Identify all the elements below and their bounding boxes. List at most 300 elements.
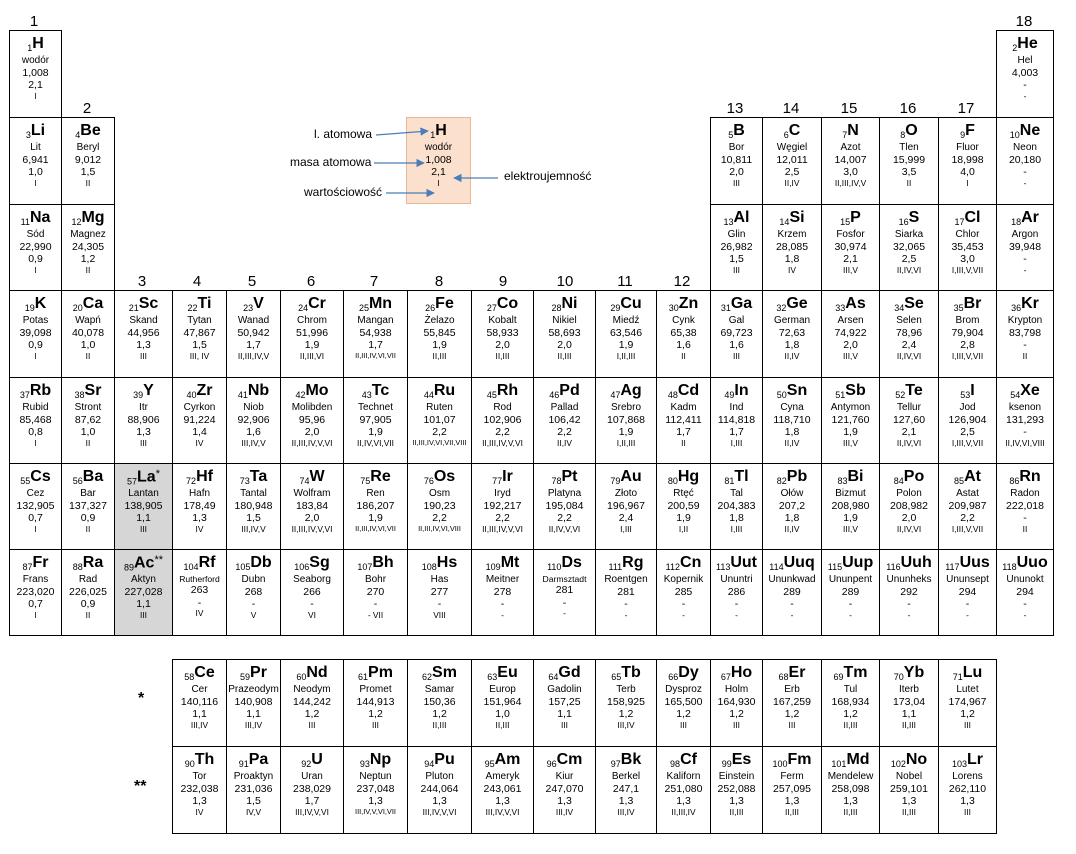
element-valence: II <box>681 350 686 361</box>
element-symbol-line <box>227 664 280 683</box>
element-name: Nikiel <box>552 315 577 326</box>
element-symbol-line <box>822 468 879 487</box>
element-number: 44 <box>423 390 434 400</box>
element-symbol-line <box>939 122 996 141</box>
element-electronegativity: 1,5 <box>246 795 261 808</box>
element-symbol: Np <box>369 751 392 768</box>
element-mass: 196,967 <box>607 499 645 512</box>
element-electronegativity: 1,3 <box>676 795 691 808</box>
element-cell-f <box>938 117 997 205</box>
element-valence: II,IV,VI,VIII <box>1005 437 1045 448</box>
element-symbol: At <box>964 468 981 485</box>
element-symbol: Pt <box>561 468 578 485</box>
element-symbol: Sm <box>432 664 457 681</box>
element-symbol-line <box>763 664 821 683</box>
element-symbol-line <box>227 382 280 401</box>
element-cell-na <box>9 204 62 291</box>
element-symbol: Al <box>733 209 750 226</box>
element-mass: 32,065 <box>892 240 926 253</box>
element-cell-o <box>879 117 939 205</box>
element-valence: II,III <box>785 806 799 817</box>
element-symbol-line <box>997 209 1053 228</box>
element-number: 1 <box>27 43 33 53</box>
element-mass: 118,710 <box>773 413 811 426</box>
element-number: 84 <box>893 476 904 486</box>
element-number: 14 <box>779 217 790 227</box>
element-electronegativity: - <box>1023 426 1027 439</box>
element-number: 47 <box>610 390 621 400</box>
element-symbol: Cf <box>680 751 697 768</box>
element-symbol: Cu <box>620 295 642 312</box>
element-number: 42 <box>295 390 306 400</box>
element-name: Kopernik <box>663 574 704 585</box>
element-number: 62 <box>422 672 433 682</box>
element-mass: 18,998 <box>951 153 984 166</box>
element-cell-ra <box>61 549 115 636</box>
element-electronegativity: 0,9 <box>28 253 43 266</box>
element-electronegativity: 2,0 <box>557 339 572 352</box>
group-label-17: 17 <box>957 100 975 117</box>
element-symbol-line <box>939 751 996 770</box>
element-number: 94 <box>424 759 435 769</box>
element-electronegativity: 1,2 <box>729 708 744 721</box>
element-symbol: Rg <box>622 554 644 571</box>
element-cell-h <box>9 30 62 118</box>
element-valence: II,III,IV,VI,VII,VIII <box>412 437 467 447</box>
element-valence: III,IV <box>617 806 635 817</box>
group-label-15: 15 <box>840 100 858 117</box>
group-label-5: 5 <box>247 273 257 290</box>
element-symbol-line <box>173 468 226 487</box>
element-mass: 167,259 <box>773 695 811 708</box>
element-electronegativity: - <box>1023 166 1027 179</box>
element-symbol: Uuo <box>1016 554 1048 571</box>
element-symbol: Ds <box>561 554 582 571</box>
element-number: 97 <box>610 759 621 769</box>
element-mass: 237,048 <box>356 782 395 795</box>
element-electronegativity: 1,9 <box>368 512 383 525</box>
element-symbol: La <box>137 468 156 486</box>
element-mass: 294 <box>1016 585 1034 598</box>
element-symbol-line <box>344 554 407 573</box>
element-cell-rn <box>996 463 1054 550</box>
element-symbol-line <box>408 295 471 314</box>
element-number: 81 <box>724 476 735 486</box>
element-cell-au <box>595 463 657 550</box>
element-symbol-line <box>711 468 762 487</box>
element-valence: II,IV,VI <box>896 350 922 361</box>
element-number: 93 <box>359 759 370 769</box>
element-symbol: Cr <box>308 295 326 312</box>
element-symbol-line <box>472 751 533 770</box>
element-symbol: Cm <box>556 751 583 768</box>
element-cell-mg <box>61 204 115 291</box>
element-cell-am <box>471 746 534 834</box>
element-valence: III <box>140 523 147 534</box>
element-electronegativity: - <box>624 598 628 611</box>
element-symbol-line <box>711 295 762 314</box>
group-label-1: 1 <box>29 13 39 30</box>
element-symbol: Ga <box>730 295 753 312</box>
element-mass: 150,36 <box>423 695 456 708</box>
legend-label-electronegativity: elektroujemność <box>504 169 592 183</box>
element-mass: 92,906 <box>237 413 270 426</box>
element-electronegativity: 2,5 <box>960 426 975 439</box>
element-electronegativity: 2,4 <box>901 339 917 352</box>
element-number: 58 <box>184 672 195 682</box>
element-cell-u <box>280 746 344 834</box>
element-number: 48 <box>667 390 678 400</box>
element-symbol: Li <box>30 122 46 139</box>
element-symbol-line <box>711 664 762 683</box>
element-symbol: Rf <box>198 554 216 571</box>
element-number: 103 <box>951 759 968 769</box>
element-symbol: Uus <box>959 554 990 571</box>
element-valence: II,III,IV,V,VI <box>482 437 523 448</box>
element-number: 92 <box>301 759 312 769</box>
element-symbol: Am <box>494 751 521 768</box>
element-number: 8 <box>900 130 906 140</box>
element-mass: 268 <box>244 585 263 598</box>
element-electronegativity: - <box>251 598 256 611</box>
element-cell-ru <box>407 377 472 464</box>
element-name: Stront <box>74 402 102 413</box>
element-mass: 95,96 <box>298 413 326 426</box>
element-number: 24 <box>298 303 309 313</box>
element-symbol-line <box>711 209 762 228</box>
element-name: Uran <box>301 771 323 782</box>
element-symbol-line <box>763 554 821 573</box>
element-symbol-line <box>10 209 61 228</box>
element-symbol: Bk <box>620 751 642 768</box>
element-mass: 200,59 <box>667 499 700 512</box>
element-number: 99 <box>721 759 732 769</box>
element-mass: 227,028 <box>124 585 163 598</box>
element-symbol: H <box>32 35 44 52</box>
element-symbol-line <box>711 751 762 770</box>
element-symbol: Md <box>846 751 870 768</box>
element-valence: II <box>1022 350 1028 361</box>
element-number: 36 <box>1011 303 1022 313</box>
element-number: 20 <box>72 303 83 313</box>
element-mass: 281 <box>555 584 574 597</box>
element-symbol: Yb <box>903 664 925 681</box>
element-cell-xe <box>996 377 1054 464</box>
element-symbol-line <box>939 209 996 228</box>
element-name: Aktyn <box>130 574 156 585</box>
element-mass: 106,42 <box>548 413 581 426</box>
element-name: Berkel <box>611 771 641 782</box>
element-electronegativity: 1,2 <box>676 708 691 721</box>
element-electronegativity: 1,1 <box>246 708 261 721</box>
element-number: 59 <box>240 672 251 682</box>
element-symbol: Co <box>496 295 519 312</box>
element-cell-bh <box>343 549 408 636</box>
element-name: Rubid <box>22 402 49 413</box>
element-valence: VI <box>308 609 316 620</box>
element-symbol: Mg <box>81 209 105 226</box>
element-valence: I,III <box>620 523 632 534</box>
element-symbol-line <box>596 751 656 770</box>
element-name: Antymon <box>830 402 871 413</box>
element-symbol: No <box>905 751 928 768</box>
element-symbol-line <box>227 554 280 573</box>
element-valence: II <box>85 609 91 620</box>
element-mass: 140,908 <box>234 695 273 708</box>
element-valence: II,III <box>432 719 447 730</box>
element-symbol: Si <box>789 209 805 226</box>
element-electronegativity: 0,7 <box>28 512 43 525</box>
element-symbol-line <box>534 751 595 770</box>
element-number: 16 <box>898 217 909 227</box>
element-electronegativity: 1,3 <box>368 795 383 808</box>
element-name: Miedź <box>612 315 640 326</box>
element-name: Hel <box>1017 55 1033 66</box>
element-number: 100 <box>772 759 788 769</box>
element-electronegativity: 1,7 <box>246 339 261 352</box>
element-electronegativity: - <box>1023 598 1027 611</box>
element-mass: 30,974 <box>834 240 867 253</box>
element-electronegativity: - <box>1023 79 1027 92</box>
element-cell-at <box>938 463 997 550</box>
element-name: Astat <box>956 488 979 499</box>
element-symbol-line <box>281 295 343 314</box>
element-name: Darmsztadt <box>542 574 587 584</box>
element-symbol-line <box>997 122 1053 141</box>
element-valence: III <box>680 719 687 730</box>
element-name: Ameryk <box>485 771 520 782</box>
element-valence: II,III,IV,V,VI <box>482 523 523 534</box>
element-number: 55 <box>20 476 31 486</box>
element-symbol: Nd <box>306 664 328 681</box>
element-cell-sr <box>61 377 115 464</box>
element-valence: II <box>85 177 91 188</box>
element-electronegativity: - <box>848 598 853 611</box>
element-cell-ba <box>61 463 115 550</box>
element-valence: II,III,IV,V,VI <box>291 523 333 534</box>
element-valence: III,IV,V,VI <box>485 806 520 817</box>
element-number: 73 <box>239 476 250 486</box>
element-name: Ununheks <box>886 574 932 585</box>
element-electronegativity: - <box>1023 253 1027 266</box>
element-number: 76 <box>423 476 434 486</box>
element-name: Ferm <box>780 771 804 782</box>
element-cell-c <box>762 117 822 205</box>
element-mass: 9,012 <box>74 153 102 166</box>
element-electronegativity: 2,1 <box>843 253 858 266</box>
element-name: Kiur <box>555 771 574 782</box>
element-number: 78 <box>551 476 562 486</box>
element-electronegativity: 1,8 <box>784 339 800 352</box>
element-number: 109 <box>485 562 501 572</box>
element-electronegativity: - <box>437 598 442 611</box>
element-symbol-line <box>880 554 938 573</box>
element-mass: 195,084 <box>545 499 584 512</box>
legend-sample-valence: I <box>437 177 440 188</box>
element-cell-fm <box>762 746 822 834</box>
element-cell-ni <box>533 290 596 378</box>
element-mass: 65,38 <box>670 326 697 339</box>
element-number: 112 <box>665 562 681 572</box>
element-mass: 97,905 <box>359 413 392 426</box>
element-number: 5 <box>728 130 734 140</box>
element-cell-ac <box>114 549 173 636</box>
element-mass: 114,818 <box>717 413 756 426</box>
element-number: 72 <box>186 476 197 486</box>
element-valence: II <box>85 350 91 361</box>
element-cell-md <box>821 746 880 834</box>
element-symbol: Tm <box>843 664 868 681</box>
element-symbol: Sn <box>786 382 808 399</box>
element-mass: 137,327 <box>69 499 107 512</box>
element-mass: 247,070 <box>545 782 584 795</box>
element-number: 115 <box>827 562 843 572</box>
element-name: Azot <box>840 142 861 153</box>
element-number: 53 <box>960 390 971 400</box>
group-label-3: 3 <box>137 273 147 290</box>
element-symbol: U <box>311 751 323 768</box>
element-number: 15 <box>840 217 851 227</box>
element-valence: III,IV,V,VI <box>422 806 457 817</box>
element-electronegativity: 0,8 <box>28 426 43 439</box>
element-valence: I,III,V,VII <box>951 523 984 534</box>
element-cell-cn <box>656 549 711 636</box>
element-name: Mendelew <box>827 771 874 782</box>
element-number: 105 <box>235 562 251 572</box>
element-number: 113 <box>715 562 731 572</box>
element-name: Hafn <box>188 488 211 499</box>
element-electronegativity: 1,9 <box>843 426 858 439</box>
element-valence: I,III,V,VII <box>951 437 984 448</box>
element-symbol: Hf <box>196 468 213 485</box>
element-mass: 112,411 <box>665 413 702 426</box>
element-name: Niob <box>243 402 264 413</box>
group-label-4: 4 <box>192 273 202 290</box>
element-mass: 244,064 <box>420 782 459 795</box>
element-symbol: Ar <box>1021 209 1039 226</box>
element-symbol-line <box>657 382 710 401</box>
element-electronegativity: 2,0 <box>901 512 917 525</box>
element-symbol: Zr <box>196 382 213 399</box>
element-name: Tor <box>192 771 207 782</box>
element-cell-sn <box>762 377 822 464</box>
element-mass: 278 <box>493 585 512 598</box>
element-valence: IV <box>195 437 204 448</box>
element-symbol-line <box>62 295 114 314</box>
element-number: 37 <box>19 390 30 400</box>
element-symbol: Lu <box>962 664 983 681</box>
element-cell-uus <box>938 549 997 636</box>
element-valence: - <box>1023 90 1027 101</box>
element-symbol-line <box>763 122 821 141</box>
element-cell-ti <box>172 290 227 378</box>
element-symbol: Xe <box>1020 382 1040 399</box>
element-valence: I,III <box>730 437 743 448</box>
element-valence: III,V <box>843 437 858 448</box>
element-symbol-line <box>534 554 595 573</box>
element-electronegativity: 1,2 <box>368 708 383 721</box>
element-electronegativity: 1,3 <box>784 795 800 808</box>
element-electronegativity: 2,1 <box>901 426 917 439</box>
element-symbol: Bi <box>847 468 864 485</box>
element-mass: 257,095 <box>773 782 811 795</box>
element-valence: II,III <box>902 719 916 730</box>
element-symbol-line <box>10 122 61 141</box>
element-name: Rtęć <box>673 488 694 499</box>
element-symbol: Ru <box>433 382 456 399</box>
element-name: Argon <box>1011 229 1039 240</box>
element-name: Rod <box>493 402 512 413</box>
element-electronegativity: - <box>965 598 970 611</box>
element-symbol-line <box>115 554 172 573</box>
element-name: Lutet <box>956 684 979 695</box>
element-symbol: Ni <box>561 295 578 312</box>
element-cell-cm <box>533 746 596 834</box>
element-valence: II,III <box>729 806 744 817</box>
element-valence: - <box>501 609 504 620</box>
element-cell-y <box>114 377 173 464</box>
group-label-7: 7 <box>369 273 379 290</box>
element-mass: 6,941 <box>22 153 49 166</box>
element-name: Ruten <box>426 402 453 413</box>
element-symbol-line <box>997 468 1053 487</box>
element-number: 83 <box>837 476 848 486</box>
element-valence: III,IV,V,VI,VII <box>355 806 396 816</box>
element-symbol: Pr <box>250 664 267 681</box>
element-mass: 183,84 <box>295 499 329 512</box>
element-mass: 151,964 <box>483 695 522 708</box>
element-name: Rad <box>78 574 98 585</box>
element-cell-sc <box>114 290 173 378</box>
element-mass: 174,967 <box>948 695 987 708</box>
element-cell-pm <box>343 659 408 747</box>
element-mass: 144,913 <box>356 695 395 708</box>
element-electronegativity: 1,3 <box>192 512 207 525</box>
element-symbol: He <box>1017 35 1038 52</box>
element-number: 68 <box>778 672 789 682</box>
element-symbol-line <box>281 468 343 487</box>
element-cell-ce <box>172 659 227 747</box>
element-number: 82 <box>776 476 787 486</box>
element-symbol: Pa <box>248 751 269 768</box>
element-electronegativity: 3,0 <box>843 166 858 179</box>
element-symbol: Pu <box>434 751 455 768</box>
element-electronegativity: 2,2 <box>432 426 447 439</box>
element-valence: III, IV <box>189 350 210 361</box>
element-name: Roentgen <box>604 574 648 585</box>
element-valence: I <box>966 177 969 188</box>
element-electronegativity: - <box>500 598 505 611</box>
group-label-13: 13 <box>726 100 744 117</box>
element-mass: 286 <box>727 585 746 598</box>
element-number: 10 <box>1009 130 1020 140</box>
element-name: Cer <box>191 684 208 695</box>
element-name: Brom <box>955 315 980 326</box>
element-valence: III <box>788 719 796 730</box>
element-electronegativity: 1,3 <box>843 795 858 808</box>
element-mass: 78,96 <box>895 326 923 339</box>
element-name: Selen <box>896 315 922 326</box>
element-symbol: Po <box>903 468 925 485</box>
element-symbol: V <box>253 295 264 312</box>
element-symbol-line <box>408 751 471 770</box>
element-mass: 207,2 <box>778 499 806 512</box>
element-cell-se <box>879 290 939 378</box>
element-mass: 126,904 <box>948 413 987 426</box>
element-symbol-line <box>408 468 471 487</box>
element-name: Neon <box>1013 142 1037 153</box>
element-name: Tul <box>843 684 858 695</box>
